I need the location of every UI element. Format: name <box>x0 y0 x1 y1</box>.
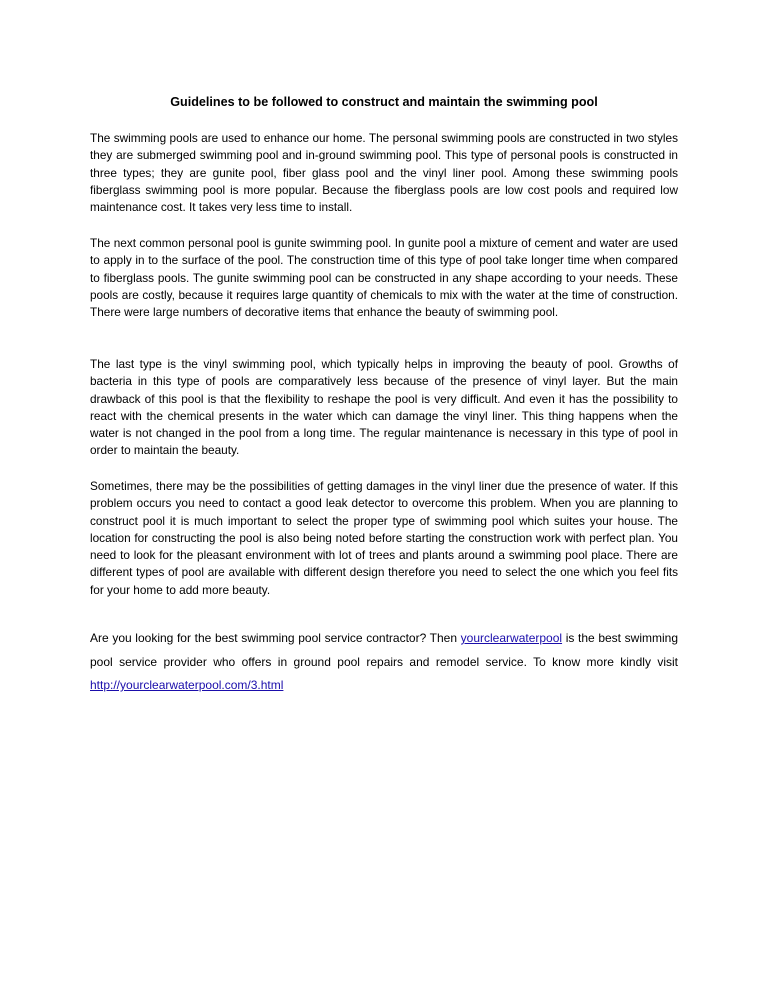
closing-text-intro: Are you looking for the best swimming pool service contractor? Then <box>90 631 461 645</box>
document-title: Guidelines to be followed to construct and maintain the swimming pool <box>170 95 598 109</box>
paragraph-1: The swimming pools are used to enhance our home. The personal swimming pools are constructed in two styles they are submerged swimming pool and in-ground swimming pool. This type of personal pools is constructed in three types; they are gunite pool, fiber glass pool and the vinyl liner pool. Among these swimming pools fiberglass swimming pool is more popular. Because the fiberglass pools are low cost pools and required low maintenance cost. It takes very less time to install. <box>90 131 678 215</box>
paragraph-2: The next common personal pool is gunite swimming pool. In gunite pool a mixture of cement and water are used to apply in to the surface of the pool. The construction time of this type of pool take longer time when compared to fiberglass pools. The gunite swimming pool can be constructed in any shape according to your needs. These pools are costly, because it requires large quantity of chemicals to mix with the water at the time of construction. There were large numbers of decorative items that enhance the beauty of swimming pool. <box>90 236 678 320</box>
yourclearwaterpool-link[interactable]: yourclearwaterpool <box>460 631 563 645</box>
paragraph-3: The last type is the vinyl swimming pool, which typically helps in improving the beauty of pool. Growths of bacteria in this type of pools are comparatively less because of the presence of vinyl layer. But the main drawback of this pool is that the flexibility to reshape the pool is very difficult. And even it has the possibility to react with the chemical presents in the water which can damage the vinyl liner. This thing happens when the water is not changed in the pool from a long time. The regular maintenance is necessary in this type of pool in order to maintain the beauty. <box>90 357 678 458</box>
closing-paragraph <box>90 627 678 698</box>
visit-url-link[interactable]: http://yourclearwaterpool.com/3.html <box>90 678 284 692</box>
closing-text-middle: is the best swimming pool service provider who offers in ground pool repairs and remodel service. To know more kindly visit <box>90 631 678 669</box>
paragraph-4: Sometimes, there may be the possibilities of getting damages in the vinyl liner due the presence of water. If this problem occurs you need to contact a good leak detector to overcome this problem. When you are planning to construct pool it is much important to select the proper type of swimming pool which suites your house. The location for constructing the pool is also being noted before starting the construction work with perfect plan. You need to look for the pleasant environment with lot of trees and plants around a swimming pool place. There are different types of pool are available with different design therefore you need to select the one which you feel fits for your home to add more beauty. <box>90 479 678 597</box>
